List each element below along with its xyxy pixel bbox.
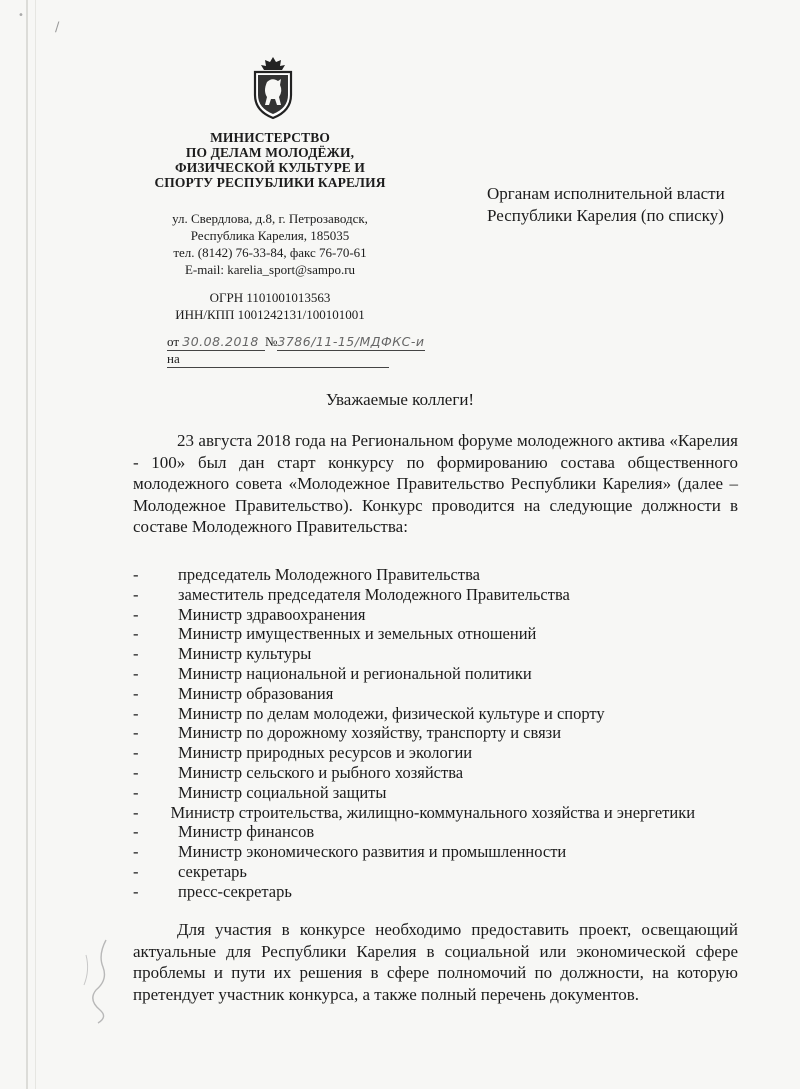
ref-on-label: на xyxy=(167,351,180,366)
list-item: - Министр сельского и рыбного хозяйства xyxy=(133,762,464,782)
list-item: - Министр здравоохранения xyxy=(133,604,366,624)
scan-edge xyxy=(26,0,28,1089)
positions-list xyxy=(133,565,738,902)
ref-number: 3786/11-15/МДФКС-и xyxy=(277,334,425,349)
scan-edge-secondary xyxy=(35,0,36,1089)
ref-from-label: от xyxy=(167,334,180,349)
addressee xyxy=(487,183,777,227)
ministry-contacts xyxy=(120,210,420,278)
ref-number-label: № xyxy=(265,334,278,349)
paragraph-intro xyxy=(133,430,738,538)
list-item: - Министр экономического развития и промышленности xyxy=(133,842,567,862)
ministry-line: ПО ДЕЛАМ МОЛОДЁЖИ, xyxy=(185,145,355,160)
list-item: - секретарь xyxy=(133,861,247,881)
inn-kpp: ИНН/КПП 1001242131/100101001 xyxy=(175,307,365,322)
scan-mark: • xyxy=(18,10,24,21)
ref-number-field xyxy=(277,333,425,351)
registration-numbers xyxy=(120,289,420,323)
email-line: E-mail: karelia_sport@sampo.ru xyxy=(184,262,356,277)
scan-mark-stroke: ∕ xyxy=(55,20,60,35)
list-item: - председатель Молодежного Правительства xyxy=(133,565,480,584)
list-item: - Министр финансов xyxy=(133,822,315,842)
list-item: - Министр строительства, жилищно-коммунального хозяйства и энергетики xyxy=(133,802,696,822)
list-item: - пресс-секретарь xyxy=(133,881,292,901)
ref-date-field xyxy=(167,333,265,351)
pencil-annotation-icon xyxy=(78,935,118,1025)
ref-on-field xyxy=(167,350,389,368)
addressee-line: Республики Карелия (по списку) xyxy=(487,206,724,225)
list-item: - Министр имущественных и земельных отношений xyxy=(133,624,537,644)
list-item: - заместитель председателя Молодежного Правительства xyxy=(133,584,570,604)
karelia-coat-of-arms-icon xyxy=(250,55,296,121)
list-item: - Министр национальной и региональной политики xyxy=(133,663,532,683)
phone-line: тел. (8142) 76-33-84, факс 76-70-61 xyxy=(173,245,367,260)
address-line: Республика Карелия, 185035 xyxy=(190,228,350,243)
addressee-line: Органам исполнительной власти xyxy=(487,184,725,203)
ref-line-on xyxy=(167,350,437,367)
list-item: - Министр образования xyxy=(133,683,334,703)
list-item: - Министр культуры xyxy=(133,644,312,664)
list-item: - Министр по делам молодежи, физической культуре и спорту xyxy=(133,703,605,723)
paragraph-requirements xyxy=(133,919,738,1005)
ministry-line: СПОРТУ РЕСПУБЛИКИ КАРЕЛИЯ xyxy=(154,175,386,190)
paragraph-requirements-text: Для участия в конкурсе необходимо предоставить проект, освещающий актуальные для Республики Карелия в социальной или экономической сфере проблемы и пути их решения в сфере полномочий по должности, на которую претендует участник конкурса, а также полный перечень документов. xyxy=(133,920,738,1004)
list-item: - Министр социальной защиты xyxy=(133,782,387,802)
ministry-line: МИНИСТЕРСТВО xyxy=(210,130,330,145)
ref-line-from xyxy=(167,333,437,350)
outgoing-reference xyxy=(167,333,437,367)
address-line: ул. Свердлова, д.8, г. Петрозаводск, xyxy=(172,211,368,226)
ministry-line: ФИЗИЧЕСКОЙ КУЛЬТУРЕ И xyxy=(175,160,365,175)
ministry-name xyxy=(120,130,420,190)
ogrn: ОГРН 1101001013563 xyxy=(209,290,331,305)
greeting: Уважаемые коллеги! xyxy=(325,390,475,409)
ref-date: 30.08.2018 xyxy=(182,334,259,349)
paragraph-intro-text: 23 августа 2018 года на Региональном форуме молодежного актива «Карелия - 100» был дан старт конкурсу по формированию состава общественного молодежного совета «Молодежное Правительство Республики Карелия» (далее – Молодежное Правительство). Конкурс проводится на следующие должности в составе Молодежного Правительства: xyxy=(133,431,738,536)
list-item: - Министр природных ресурсов и экологии xyxy=(133,743,473,763)
list-item: - Министр по дорожному хозяйству, транспорту и связи xyxy=(133,723,562,743)
